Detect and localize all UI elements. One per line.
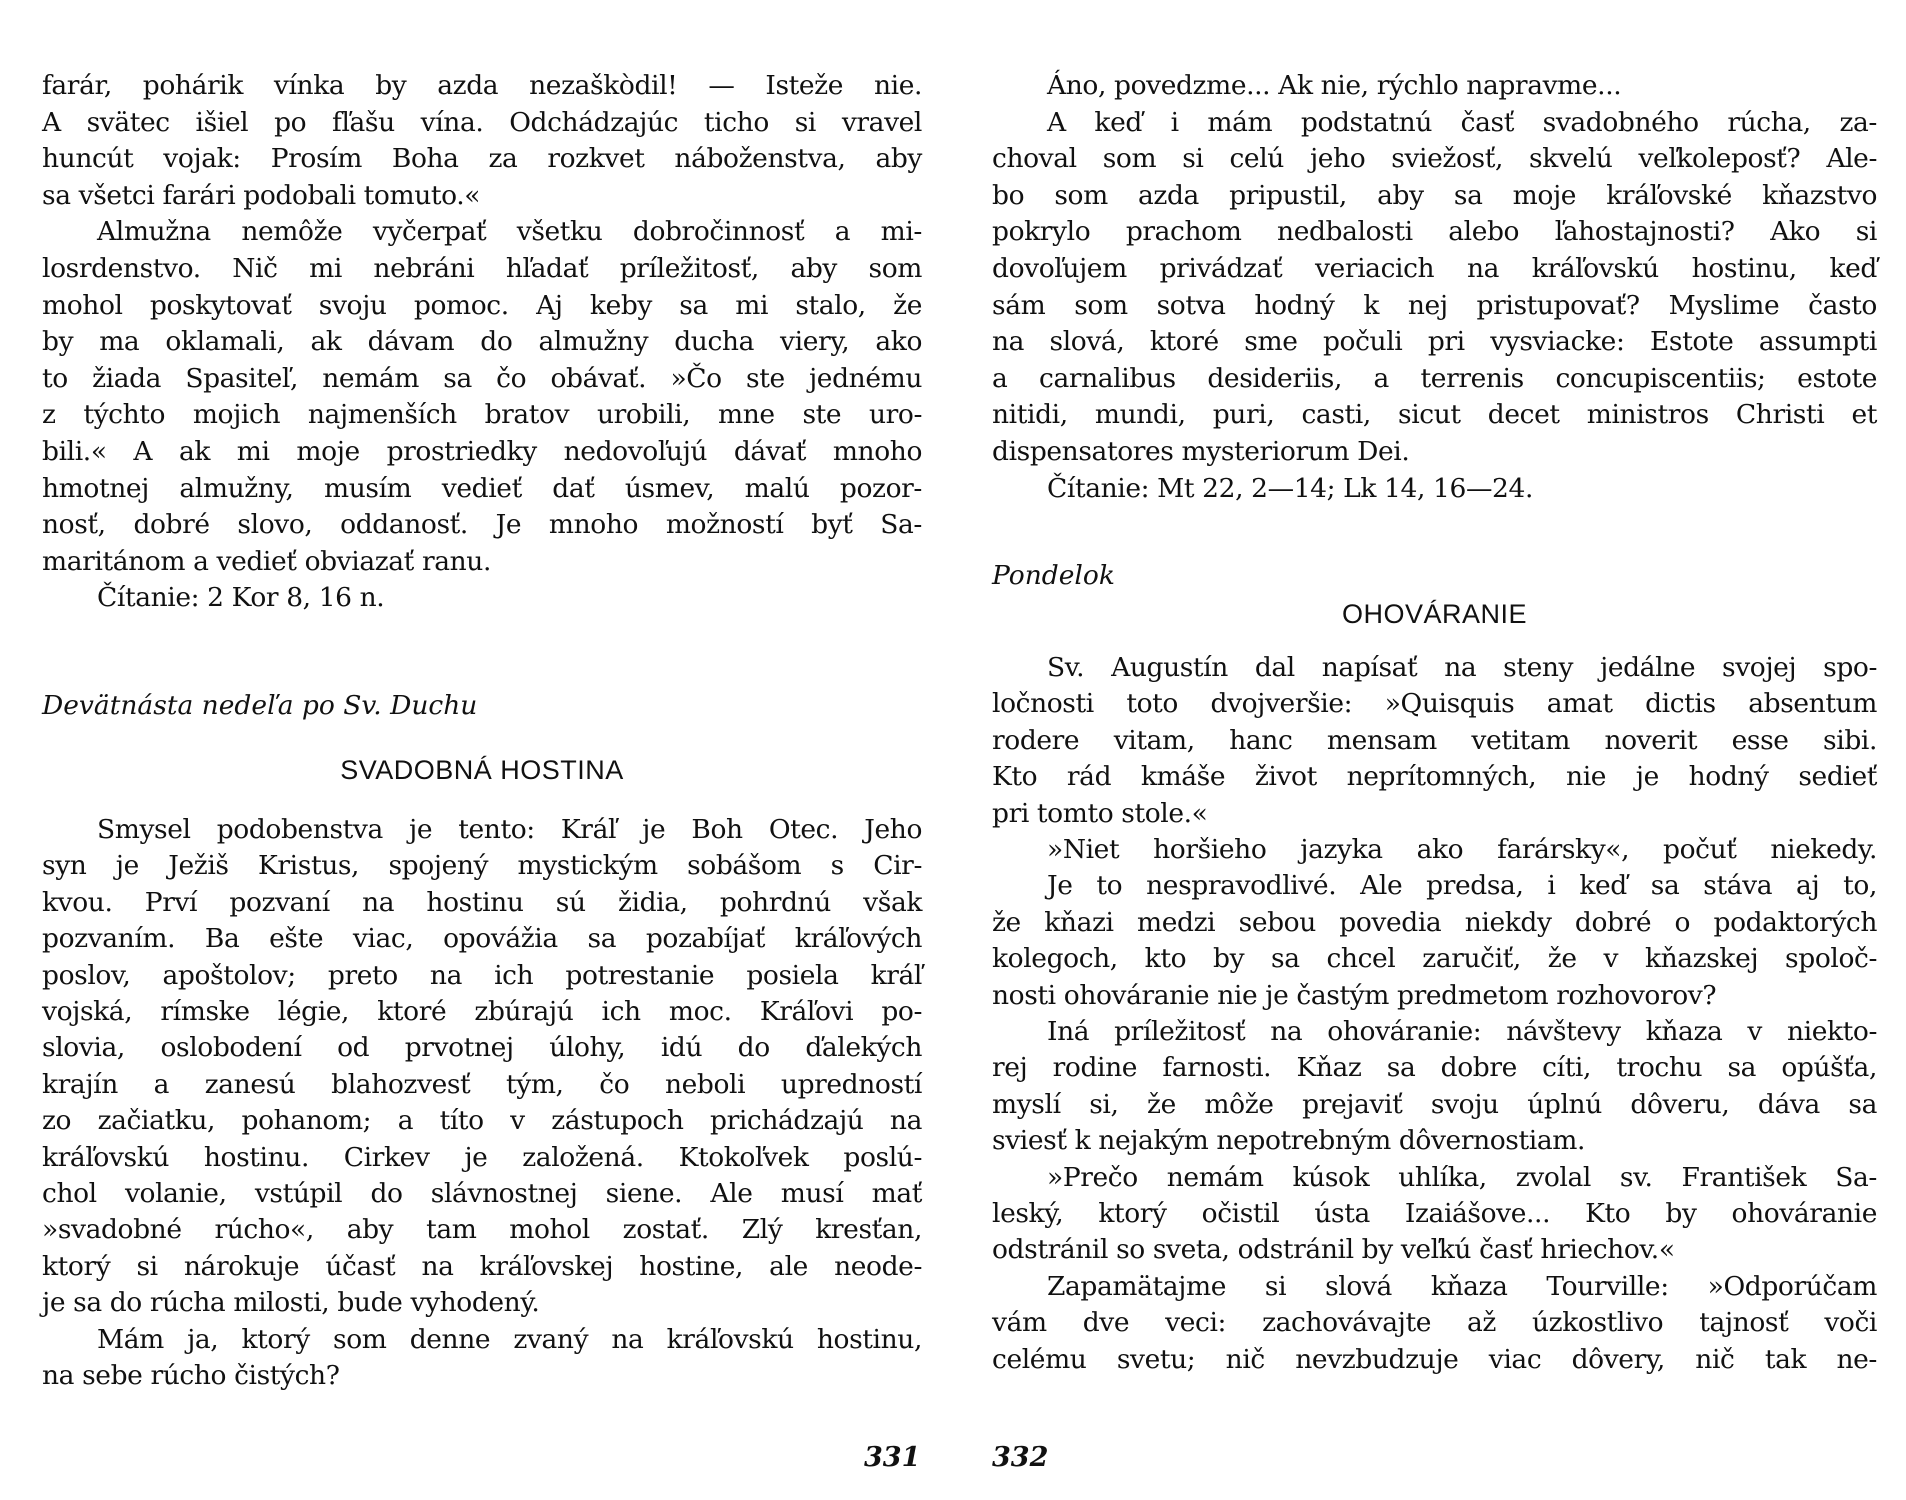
text-line: choval som si celú jeho sviežosť, skvelú veľkoleposť? Ale- — [992, 143, 1877, 175]
text-line: bili.« A ak mi moje prostriedky nedovoľujú dávať mnoho — [42, 436, 922, 467]
text-line: poslov, apoštolov; preto na ich potrestanie posiela kráľ — [42, 959, 922, 991]
section-title-ohovaranie: OHOVÁRANIE — [1341, 599, 1528, 629]
text-line: Sv. Augustín dal napísať na steny jedálne svojej spo- — [1047, 652, 1877, 683]
text-line: celému svetu; nič nevzbudzuje viac dôvery, nič tak ne- — [992, 1343, 1877, 1375]
text-line: na slová, ktoré sme počuli pri vysviacke: Estote assumpti — [992, 326, 1877, 358]
text-line: kolegoch, kto by sa chcel zaručiť, že v kňazskej spoloč- — [992, 943, 1877, 975]
text-line: nosť, dobré slovo, oddanosť. Je mnoho možností byť Sa- — [42, 509, 922, 541]
text-line: vám dve veci: zachovávajte až úzkostlivo tajnosť voči — [992, 1307, 1877, 1339]
text-line: sviesť k nejakým nepotrebným dôvernostiam. — [992, 1125, 1585, 1157]
text-line: nosti ohováranie nie je častým predmetom rozhovorov? — [992, 979, 1717, 1011]
text-line: krajín a zanesú blahozvesť tým, čo neboli upredností — [42, 1068, 922, 1100]
section-heading-devatnasta: Devätnásta nedeľa po Sv. Duchu — [42, 690, 478, 721]
text-line: pokrylo prachom nedbalosti alebo ľahostajnosti? Ako si — [992, 216, 1877, 248]
section-title-svadobna-hostina: SVADOBNÁ HOSTINA — [340, 755, 624, 785]
text-line: by ma oklamali, ak dávam do almužny ducha viery, ako — [42, 326, 922, 358]
text-line: že kňazi medzi sebou povedia niekdy dobré o podaktorých — [992, 906, 1877, 938]
text-line: leský, ktorý očistil ústa Izaiášove... Kto by ohováranie — [992, 1198, 1877, 1229]
text-line: Áno, povedzme... Ak nie, rýchlo napravme... — [1047, 70, 1622, 101]
text-line: syn je Ježiš Kristus, spojený mystickým sobášom s Cir- — [42, 850, 922, 882]
text-line: pri tomto stole.« — [992, 797, 1208, 829]
text-line: a carnalibus desideriis, a terrenis concupiscentiis; estote — [992, 362, 1877, 394]
text-line: na sebe rúcho čistých? — [42, 1360, 340, 1391]
right-page — [992, 0, 1877, 1500]
text-line: Kto rád kmáše život neprítomných, nie je hodný sedieť — [992, 761, 1877, 793]
text-line: pozvaním. Ba ešte viac, opovážia sa pozabíjať kráľových — [42, 923, 922, 955]
text-line: ločnosti toto dvojveršie: »Quisquis amat dictis absentum — [992, 688, 1877, 720]
text-line: »Niet horšieho jazyka ako farársky«, počuť niekedy. — [1047, 834, 1877, 865]
text-line: Je to nespravodlivé. Ale predsa, i keď sa stáva aj to, — [1047, 870, 1877, 902]
text-line: slovia, oslobodení od prvotnej úlohy, idú do ďalekých — [42, 1032, 922, 1064]
text-line: farár, pohárik vínka by azda nezaškòdil! — Isteže nie. — [42, 70, 922, 101]
text-line: Iná príležitosť na ohováranie: návštevy kňaza v niekto- — [1047, 1016, 1877, 1047]
text-line: Čítanie: 2 Kor 8, 16 n. — [97, 582, 385, 614]
text-line: to žiada Spasiteľ, nemám sa čo obávať. »Čo ste jednému — [42, 362, 922, 394]
section-heading-pondelok: Pondelok — [992, 560, 1115, 591]
text-line: »svadobné rúcho«, aby tam mohol zostať. Zlý kresťan, — [42, 1214, 922, 1246]
text-line: Čítanie: Mt 22, 2—14; Lk 14, 16—24. — [1047, 472, 1533, 504]
text-line: sám som sotva hodný k nej pristupovať? Myslime často — [992, 289, 1877, 321]
text-line: mohol poskytovať svoju pomoc. Aj keby sa mi stalo, že — [42, 289, 922, 321]
text-line: ktorý si nárokuje účasť na kráľovskej hostine, ale neode- — [42, 1250, 922, 1282]
text-line: dispensatores mysteriorum Dei. — [992, 436, 1410, 467]
page-number-332: 332 — [992, 1442, 1049, 1473]
text-line: vojská, rímske légie, ktoré zbúrajú ich moc. Kráľovi po- — [42, 996, 922, 1027]
text-line: A svätec išiel po fľašu vína. Odchádzajúc ticho si vravel — [42, 106, 922, 138]
text-line: hmotnej almužny, musím vedieť dať úsmev, malú pozor- — [42, 472, 922, 504]
text-line: zo začiatku, pohanom; a títo v zástupoch prichádzajú na — [42, 1105, 922, 1137]
text-line: rej rodine farnosti. Kňaz sa dobre cíti, trochu sa opúšťa, — [992, 1052, 1877, 1084]
text-line: losrdenstvo. Nič mi nebráni hľadať príležitosť, aby som — [42, 253, 922, 284]
text-line: dovoľujem privádzať veriacich na kráľovskú hostinu, keď — [992, 253, 1877, 284]
text-line: kvou. Prví pozvaní na hostinu sú židia, pohrdnú však — [42, 886, 922, 918]
text-line: odstránil so sveta, odstránil by veľkú časť hriechov.« — [992, 1234, 1675, 1266]
text-line: z týchto mojich najmenších bratov urobili, mne ste uro- — [42, 399, 922, 431]
text-line: chol volanie, vstúpil do slávnostnej siene. Ale musí mať — [42, 1178, 922, 1209]
text-line: rodere vitam, hanc mensam vetitam noverit esse sibi. — [992, 724, 1877, 756]
text-line: »Prečo nemám kúsok uhlíka, zvolal sv. František Sa- — [1047, 1161, 1877, 1193]
left-page — [42, 0, 922, 1500]
text-line: Almužna nemôže vyčerpať všetku dobročinnosť a mi- — [97, 216, 922, 248]
text-line: bo som azda pripustil, aby sa moje kráľovské kňazstvo — [992, 179, 1877, 211]
page-number-331: 331 — [864, 1442, 921, 1473]
text-line: maritánom a vedieť obviazať ranu. — [42, 545, 491, 577]
text-line: huncút vojak: Prosím Boha za rozkvet náboženstva, aby — [42, 143, 922, 175]
text-line: Smysel podobenstva je tento: Kráľ je Boh Otec. Jeho — [97, 814, 922, 845]
text-line: je sa do rúcha milosti, bude vyhodený. — [42, 1287, 540, 1319]
text-line: Mám ja, ktorý som denne zvaný na kráľovskú hostinu, — [97, 1323, 922, 1355]
text-line: sa všetci farári podobali tomuto.« — [42, 179, 481, 211]
text-line: kráľovskú hostinu. Cirkev je založená. Ktokoľvek poslú- — [42, 1141, 922, 1173]
text-line: A keď i mám podstatnú časť svadobného rúcha, za- — [1047, 106, 1877, 138]
text-line: myslí si, že môže prejaviť svoju úplnú dôveru, dáva sa — [992, 1088, 1877, 1120]
text-line: Zapamätajme si slová kňaza Tourville: »Odporúčam — [1047, 1270, 1877, 1302]
text-line: nitidi, mundi, puri, casti, sicut decet ministros Christi et — [992, 399, 1877, 431]
